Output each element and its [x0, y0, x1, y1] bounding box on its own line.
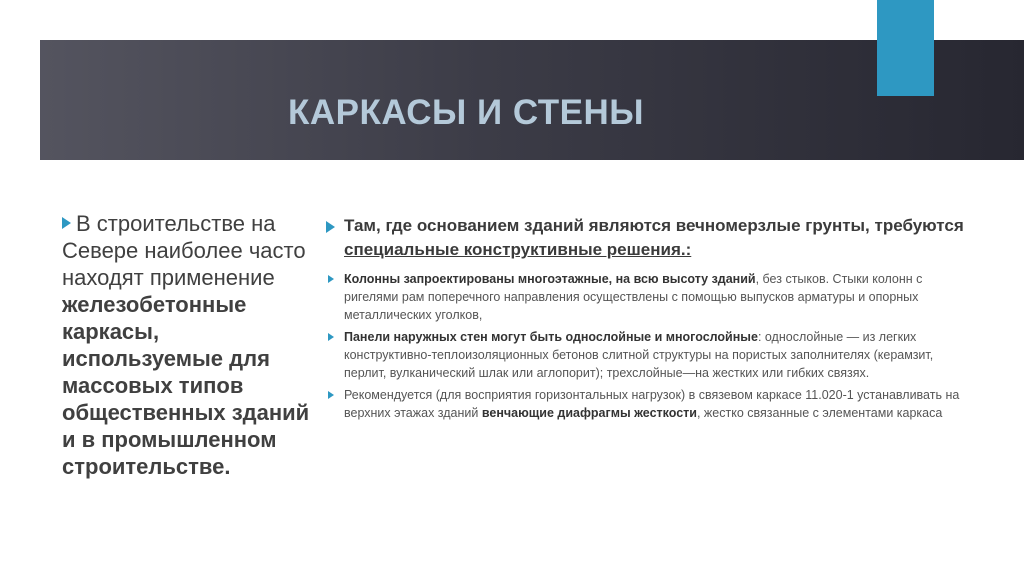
- bullet-arrow-icon: [328, 275, 334, 283]
- item-bold: Панели наружных стен могут быть однослойные и многослойные: [344, 330, 758, 344]
- bullet-arrow-icon: [328, 391, 334, 399]
- item-bold: Колонны запроектированы многоэтажные, на всю высоту зданий: [344, 272, 756, 286]
- list-item: [326, 328, 976, 382]
- item-text: : однослойные — из легких конструктивно-теплоизоляционных бетонов слитной структуры на пористых заполнителях (керамзит, перлит, вулканический шлак или аглопорит); трехслойные—на жестких или гибких связях.: [344, 330, 934, 380]
- list-item: [326, 386, 976, 422]
- list-item: [326, 270, 976, 324]
- item-text: , без стыков. Стыки колонн с ригелями рам поперечного направления осуществлены с помощью выпусков арматуры и опорных металлических уголков,: [344, 272, 923, 322]
- left-bold-text: железобетонные каркасы, используемые для массовых типов общественных зданий и в промышленном строительстве.: [62, 292, 310, 479]
- slide-title: КАРКАСЫ И СТЕНЫ: [288, 93, 645, 132]
- bullet-arrow-icon: [328, 333, 334, 341]
- right-heading: [326, 214, 976, 262]
- item-bold: венчающие диафрагмы жесткости: [481, 406, 697, 420]
- heading-text: Там, где основанием зданий являются вечномерзлые грунты, требуются: [344, 216, 964, 235]
- bullet-arrow-icon: [326, 221, 335, 233]
- left-column: [62, 210, 312, 480]
- left-text: В строительстве на Севере наиболее часто находят применение: [62, 211, 306, 290]
- right-column: [326, 214, 976, 422]
- bullet-arrow-icon: [62, 217, 71, 229]
- item-text: Рекомендуется (для восприятия горизонтальных нагрузок) в связевом каркасе 11.020-1 устанавливать на верхних этажах зданий: [344, 388, 960, 420]
- heading-underlined-text: специальные конструктивные решения.:: [344, 240, 692, 259]
- item-text-after: , жестко связанные с элементами каркаса: [696, 406, 943, 420]
- accent-bar: [877, 0, 934, 96]
